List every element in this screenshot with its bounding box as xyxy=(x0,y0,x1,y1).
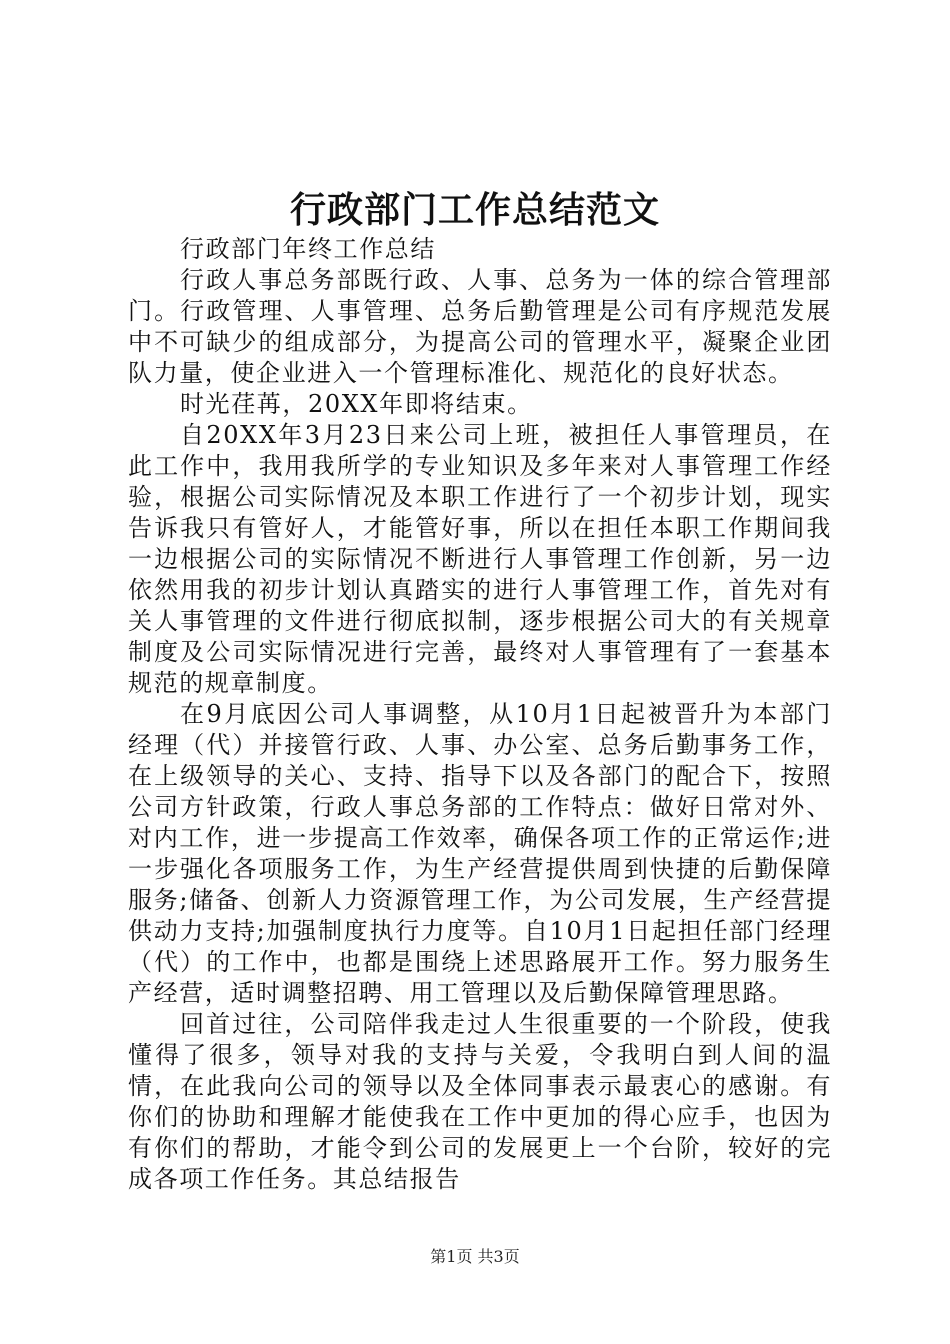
paragraph: 在9月底因公司人事调整，从10月1日起被晋升为本部门经理（代）并接管行政、人事、办公室、总务后勤事务工作，在上级领导的关心、支持、指导下以及各部门的配合下，按照公司方针政策，行政人事总务部的工作特点：做好日常对外、对内工作，进一步提高工作效率，确保各项工作的正常运作;进一步强化各项服务工作，为生产经营提供周到快捷的后勤保障服务;储备、创新人力资源管理工作，为公司发展，生产经营提供动力支持;加强制度执行力度等。自10月1日起担任部门经理（代）的工作中，也都是围绕上述思路展开工作。努力服务生产经营，适时调整招聘、用工管理以及后勤保障管理思路。 xyxy=(128,700,832,1007)
paragraph: 回首过往，公司陪伴我走过人生很重要的一个阶段，使我懂得了很多，领导对我的支持与关爱，令我明白到人间的温情，在此我向公司的领导以及全体同事表示最衷心的感谢。有你们的协助和理解才能使我在工作中更加的得心应手，也因为有你们的帮助，才能令到公司的发展更上一个台阶，较好的完成各项工作任务。其总结报告 xyxy=(128,1010,832,1193)
paragraph: 时光荏苒，20XX年即将结束。 xyxy=(180,390,533,418)
document-title: 行政部门工作总结范文 xyxy=(289,189,660,231)
paragraph: 行政部门年终工作总结 xyxy=(180,235,436,263)
paragraph: 自20XX年3月23日来公司上班，被担任人事管理员，在此工作中，我用我所学的专业知识及多年来对人事管理工作经验，根据公司实际情况及本职工作进行了一个初步计划，现实告诉我只有管好人，才能管好事，所以在担任本职工作期间我一边根据公司的实际情况不断进行人事管理工作创新，另一边依然用我的初步计划认真踏实的进行人事管理工作，首先对有关人事管理的文件进行彻底拟制，逐步根据公司大的有关规章制度及公司实际情况进行完善，最终对人事管理有了一套基本规范的规章制度。 xyxy=(128,421,832,697)
document-body xyxy=(128,234,832,1195)
page-footer: 第1页 共3页 xyxy=(430,1247,520,1266)
paragraph: 行政人事总务部既行政、人事、总务为一体的综合管理部门。行政管理、人事管理、总务后勤管理是公司有序规范发展中不可缺少的组成部分，为提高公司的管理水平，凝聚企业团队力量，使企业进入一个管理标准化、规范化的良好状态。 xyxy=(128,266,832,387)
